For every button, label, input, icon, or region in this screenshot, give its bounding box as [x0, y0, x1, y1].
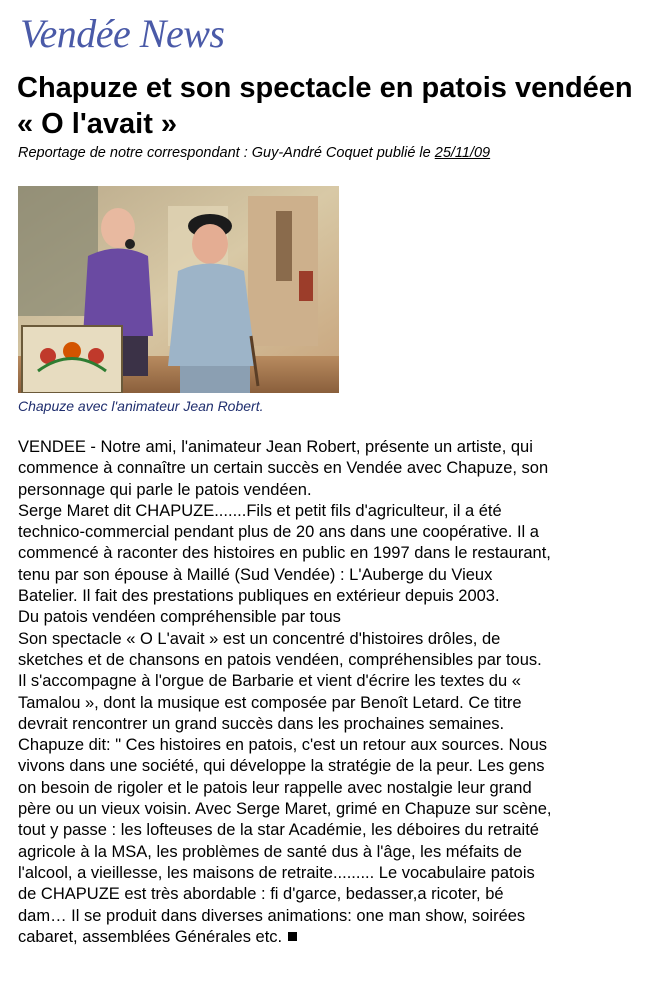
body-line: tout y passe : les lofteuses de la star Académie, les déboires du retraité	[18, 821, 539, 840]
body-line: on besoin de rigoler et le patois leur rappelle avec nostalgie leur grand	[18, 778, 532, 797]
vendee-news-logo[interactable]	[20, 6, 224, 68]
logo-text: Vendée News	[20, 11, 225, 56]
body-line: Serge Maret dit CHAPUZE.......Fils et petit fils d'agriculteur, il a été	[18, 501, 502, 520]
end-square-icon	[288, 932, 297, 941]
body-line: VENDEE - Notre ami, l'animateur Jean Robert, présente un artiste, qui	[18, 438, 533, 456]
body-line-text: cabaret, assemblées Générales etc.	[18, 927, 283, 946]
body-line: agricole à la MSA, les problèmes de santé dus à l'âge, les méfaits de	[18, 842, 522, 861]
body-line: père ou un vieux voisin. Avec Serge Maret, grimé en Chapuze sur scène,	[18, 800, 552, 819]
byline-text: Reportage de notre correspondant : Guy-André Coquet publié le	[18, 145, 431, 161]
article-title: Chapuze et son spectacle en patois vendéen « O l'avait »	[17, 72, 633, 140]
body-line: technico-commercial pendant plus de 20 ans dans une coopérative. Il a	[18, 523, 539, 542]
byline	[18, 145, 490, 161]
body-line-last	[18, 927, 652, 948]
body-line: l'alcool, a vieillesse, les maisons de retraite......... Le vocabulaire patois	[18, 863, 535, 882]
body-line: devrait rencontrer un grand succès dans les prochaines semaines.	[18, 714, 505, 733]
body-line: personnage qui parle le patois vendéen.	[18, 480, 312, 499]
body-line: Chapuze dit: " Ces histoires en patois, c'est un retour aux sources. Nous	[18, 736, 548, 755]
body-line: commence à connaître un certain succès en Vendée avec Chapuze, son	[18, 459, 549, 478]
body-line: sketches et de chansons en patois vendéen, compréhensibles par tous.	[18, 650, 542, 669]
body-line: dam… Il se produit dans diverses animations: one man show, soirées	[18, 906, 526, 925]
article-photo	[18, 186, 339, 393]
lectern	[22, 326, 122, 393]
body-line: Son spectacle « O L'avait » est un concentré d'histoires drôles, de	[18, 629, 501, 648]
body-line: Tamalou », dont la musique est composée par Benoît Letard. Ce titre	[18, 693, 522, 712]
photo-caption: Chapuze avec l'animateur Jean Robert.	[18, 398, 264, 414]
body-line: vivons dans une société, qui développe la stratégie de la peur. Les gens	[18, 757, 545, 776]
body-line: de CHAPUZE est très abordable : fi d'garce, bedasser,a ricoter, bé	[18, 885, 504, 904]
subheading: Du patois vendéen compréhensible par tous	[18, 608, 341, 627]
publish-date[interactable]: 25/11/09	[434, 145, 491, 161]
article-body	[18, 437, 652, 948]
body-line: commencé à raconter des histoires en public en 1997 dans le restaurant,	[18, 544, 551, 563]
body-line: tenu par son épouse à Maillé (Sud Vendée) : L'Auberge du Vieux	[18, 565, 493, 584]
body-line: Batelier. Il fait des prestations publiques en extérieur depuis 2003.	[18, 587, 500, 606]
body-line: Il s'accompagne à l'orgue de Barbarie et vient d'écrire les textes du «	[18, 672, 521, 691]
